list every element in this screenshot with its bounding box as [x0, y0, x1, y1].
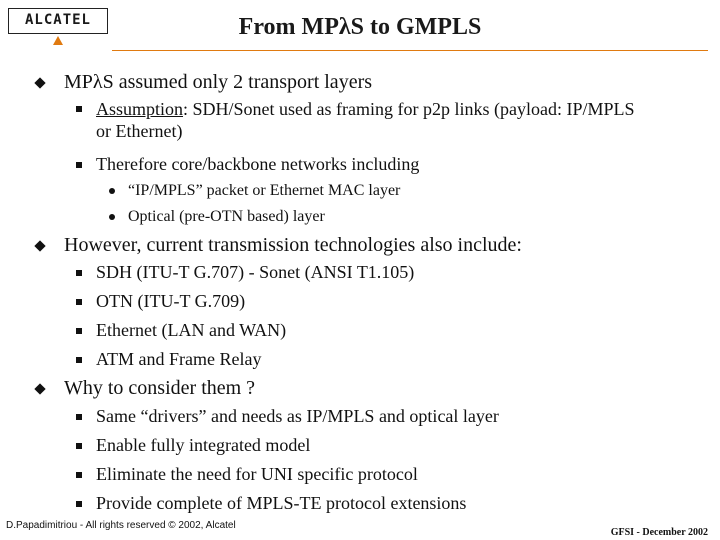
square-bullet-icon [76, 162, 82, 168]
sub-sub-bullet-ip-mpls: “IP/MPLS” packet or Ethernet MAC layer [128, 182, 401, 199]
assumption-term: Assumption [96, 99, 184, 119]
sub-bullet-assumption [96, 99, 696, 120]
footer-copyright: D.Papadimitriou - All rights reserved © 2002, Alcatel [6, 520, 236, 531]
square-bullet-icon [76, 106, 82, 112]
bullet-mplambdas-layers: MPλS assumed only 2 transport layers [64, 71, 373, 93]
diamond-bullet-icon [34, 77, 45, 88]
assumption-text: : SDH/Sonet used as framing for p2p links (payload: IP/MPLS [183, 99, 635, 119]
square-bullet-icon [76, 443, 82, 449]
sub-bullet-mpls-te: Provide complete of MPLS-TE protocol extensions [96, 493, 467, 513]
square-bullet-icon [76, 270, 82, 276]
square-bullet-icon [76, 299, 82, 305]
slide-title: From MPλS to GMPLS [238, 14, 482, 40]
company-logo: ALCATEL [8, 8, 108, 34]
sub-bullet-atm: ATM and Frame Relay [96, 349, 262, 369]
square-bullet-icon [76, 357, 82, 363]
sub-bullet-integrated-model: Enable fully integrated model [96, 435, 311, 455]
square-bullet-icon [76, 414, 82, 420]
sub-bullet-same-drivers: Same “drivers” and needs as IP/MPLS and optical layer [96, 406, 499, 426]
diamond-bullet-icon [34, 240, 45, 251]
sub-bullet-sdh: SDH (ITU-T G.707) - Sonet (ANSI T1.105) [96, 262, 415, 282]
sub-bullet-otn: OTN (ITU-T G.709) [96, 291, 246, 311]
square-bullet-icon [76, 501, 82, 507]
square-bullet-icon [76, 328, 82, 334]
sub-bullet-ethernet: Ethernet (LAN and WAN) [96, 320, 287, 340]
bullet-transmission-technologies: However, current transmission technologies also include: [64, 234, 522, 256]
round-bullet-icon [109, 188, 115, 194]
sub-bullet-assumption-cont: or Ethernet) [96, 121, 183, 141]
diamond-bullet-icon [34, 383, 45, 394]
sub-bullet-eliminate-uni: Eliminate the need for UNI specific protocol [96, 464, 418, 484]
sub-sub-bullet-optical: Optical (pre-OTN based) layer [128, 208, 325, 225]
footer-event-date: GFSI - December 2002 [610, 527, 708, 538]
round-bullet-icon [109, 214, 115, 220]
square-bullet-icon [76, 472, 82, 478]
bullet-why-consider: Why to consider them ? [64, 377, 256, 399]
sub-bullet-core-networks: Therefore core/backbone networks including [96, 154, 420, 174]
